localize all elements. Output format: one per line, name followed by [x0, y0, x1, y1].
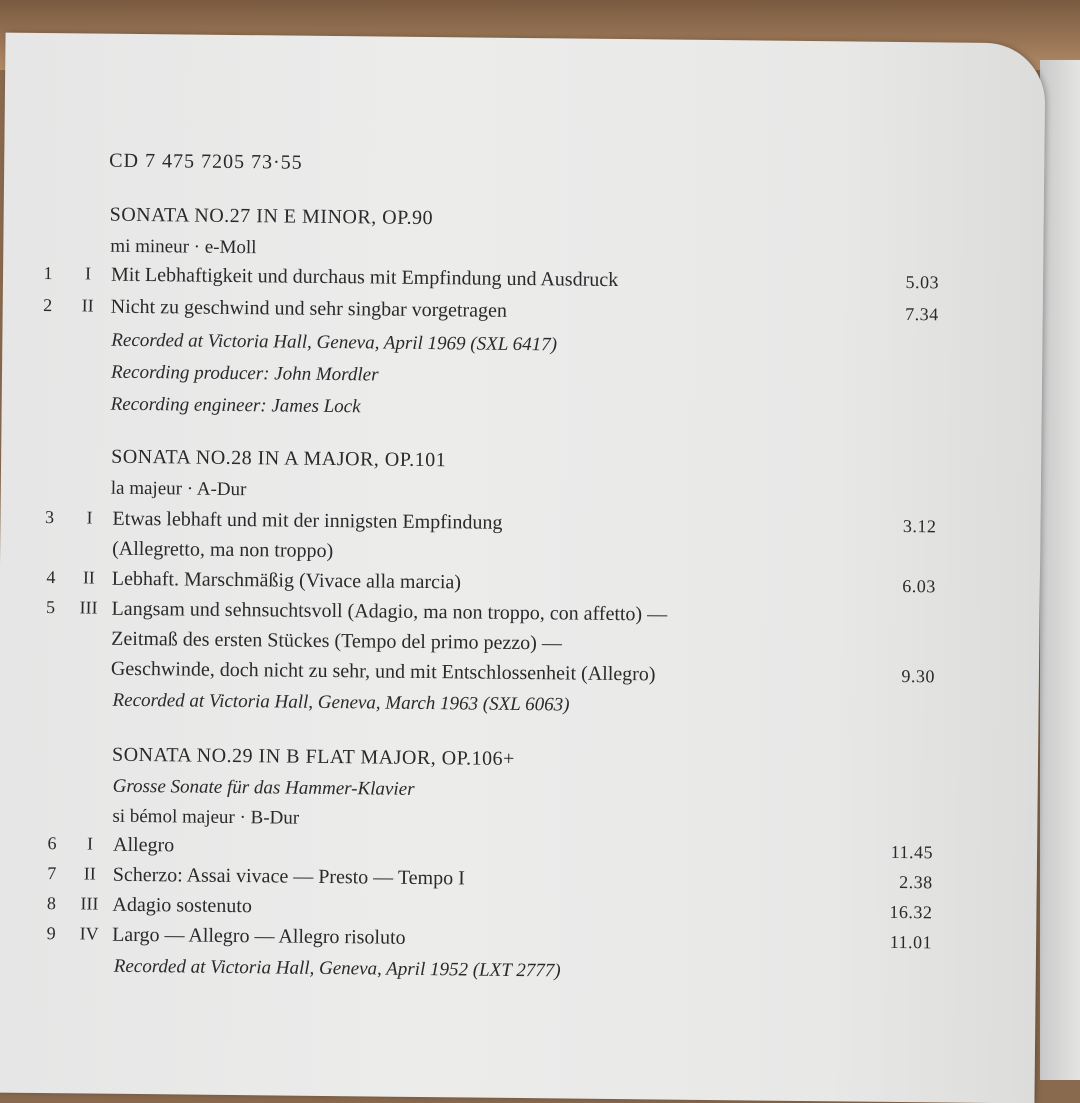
track-title: Adagio sostenuto	[112, 893, 252, 918]
recording-producer: Recording producer: John Mordler	[110, 361, 379, 386]
movement-number: III	[79, 597, 98, 618]
track-number: 1	[43, 262, 53, 284]
track-title: Etwas lebhaft und mit der innigsten Empfindung	[112, 507, 503, 534]
page-content	[0, 33, 1046, 1103]
track-duration: 5.03	[905, 272, 940, 293]
movement-number: I	[84, 263, 92, 284]
movement-number: III	[80, 893, 99, 914]
movement-number: IV	[79, 923, 99, 944]
track-number: 3	[44, 507, 55, 528]
track-duration: 2.38	[899, 871, 933, 893]
track-duration: 9.30	[901, 666, 935, 687]
track-title: Langsam und sehnsuchtsvoll (Adagio, ma non troppo, con affetto) —	[111, 597, 668, 626]
sonata-29-title: SONATA NO.29 IN B FLAT MAJOR, OP.106+	[111, 743, 515, 770]
movement-number: I	[86, 507, 93, 528]
booklet-page	[0, 33, 1046, 1103]
track-number: 9	[46, 923, 56, 944]
track-title: Zeitmaß des ersten Stückes (Tempo del primo pezzo) —	[111, 627, 563, 655]
track-duration: 7.34	[905, 304, 939, 325]
track-title: Scherzo: Assai vivace — Presto — Tempo I	[112, 863, 465, 890]
catalog-number: CD 7 475 7205 73·55	[109, 149, 303, 174]
sonata-27-title: SONATA NO.27 IN E MINOR, OP.90	[109, 203, 434, 230]
track-title: Geschwinde, doch nicht zu sehr, und mit Entschlossenheit (Allegro)	[110, 657, 656, 686]
track-number: 6	[47, 833, 57, 854]
track-number: 7	[47, 863, 57, 884]
recording-note: Recorded at Victoria Hall, Geneva, March 1963 (SXL 6063)	[112, 689, 570, 716]
track-duration: 11.01	[889, 931, 933, 953]
track-duration: 6.03	[902, 576, 936, 597]
movement-number: II	[81, 295, 94, 316]
track-title: Mit Lebhaftigkeit und durchaus mit Empfindung und Ausdruck	[110, 263, 619, 292]
track-number: 5	[45, 597, 56, 618]
track-title: Lebhaft. Marschmäßig (Vivace alla marcia)	[111, 567, 462, 594]
movement-number: II	[83, 863, 96, 884]
sonata-28-key: la majeur · A-Dur	[110, 477, 247, 501]
track-duration: 16.32	[889, 901, 933, 923]
track-number: 2	[43, 294, 53, 316]
sonata-29-subtitle: Grosse Sonate für das Hammer-Klavier	[112, 775, 415, 800]
track-number: 4	[46, 567, 56, 588]
track-number: 8	[46, 893, 57, 914]
sonata-27-key: mi mineur · e-Moll	[110, 235, 257, 259]
sonata-29-key: si bémol majeur · B-Dur	[112, 805, 300, 829]
movement-number: II	[82, 567, 95, 588]
track-title: (Allegretto, ma non troppo)	[112, 537, 334, 563]
track-title: Largo — Allegro — Allegro risoluto	[112, 923, 406, 949]
track-title: Allegro	[112, 833, 175, 857]
recording-engineer: Recording engineer: James Lock	[110, 393, 361, 418]
sonata-28-title: SONATA NO.28 IN A MAJOR, OP.101	[111, 445, 447, 472]
movement-number: I	[86, 833, 94, 854]
recording-note: Recorded at Victoria Hall, Geneva, April 1969 (SXL 6417)	[111, 329, 558, 356]
track-row	[3, 295, 1043, 334]
recording-note: Recorded at Victoria Hall, Geneva, April 1952 (LXT 2777)	[113, 955, 561, 982]
track-title: Nicht zu geschwind und sehr singbar vorgetragen	[110, 295, 508, 322]
track-duration: 3.12	[902, 516, 937, 537]
next-page-edge	[1040, 60, 1080, 1080]
track-duration: 11.45	[890, 841, 934, 863]
